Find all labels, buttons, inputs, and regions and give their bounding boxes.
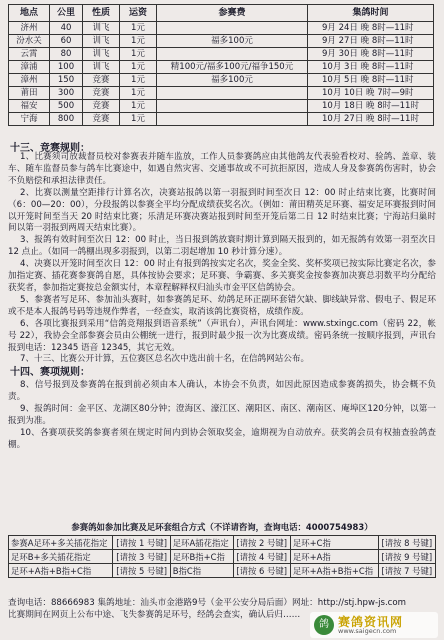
cell-km: 800 <box>50 113 83 126</box>
cell-fare: 1元 <box>120 74 157 87</box>
cell-type: 竞赛 <box>83 74 120 87</box>
combo-key: [请按 8 号键] <box>378 536 435 550</box>
cell-time: 10月 5日 晚 8时—11时 <box>308 74 434 87</box>
cell-fee <box>157 113 308 126</box>
cell-fare: 1元 <box>120 22 157 35</box>
cell-fare: 1元 <box>120 100 157 113</box>
table-header-row <box>9 5 434 22</box>
rule-paragraph: 2、比赛以测量空距排行计算名次，决赛站报鸽以第一羽报到时间至次日 12：00 时止结束比赛，比赛时间（6：00—20：00），分段报鸽以参赛全平均分配成绩获奖名次。（例如：莆田精英足环赛、福安足环赛报到时间以开笼时间至当天 20 时结束比赛；乐清足环赛决赛站报到时间至开笼后第二日 12 时结束比赛；宁海站归巢时间以第一羽报到两周天结束比赛）。 <box>8 187 436 234</box>
watermark-name: 赛鸽资讯网 <box>338 615 404 629</box>
rule-paragraph: 3、报鸽有效时间至次日 12：00 时止，当日报到鸽放寰时期计算到隔天报到的，如无报鸽有效第一羽至次日 12 点止。（如同一鸽棚出现多羽报到，以第二羽起增加 10 秒计算分速）。 <box>8 235 436 258</box>
ring-combination-title: 参赛鸽如参加比赛及足环套组合方式（不详请咨询，查询电话：4000754983） <box>71 522 373 532</box>
cell-place: 宁海 <box>9 113 50 126</box>
cell-time: 10月 18日 晚 8时—11时 <box>308 100 434 113</box>
combo-label: 参赛A足环+多关插花指定 <box>9 536 113 550</box>
cell-place: 福安 <box>9 100 50 113</box>
header-km: 公里 <box>50 5 83 22</box>
table-row <box>9 48 434 61</box>
cell-fare: 1元 <box>120 87 157 100</box>
table-row <box>9 22 434 35</box>
cell-type: 竞赛 <box>83 100 120 113</box>
cell-place: 汾水关 <box>9 35 50 48</box>
cell-km: 40 <box>50 22 83 35</box>
cell-km: 500 <box>50 100 83 113</box>
race-schedule-table <box>8 4 434 126</box>
table-row <box>9 74 434 87</box>
cell-fee: 精100元/福多100元/福争150元 <box>157 61 308 74</box>
table-row <box>9 87 434 100</box>
table-row <box>9 113 434 126</box>
cell-type: 训飞 <box>83 35 120 48</box>
cell-type: 竞赛 <box>83 87 120 100</box>
rule-paragraph: 10、各赛项获奖鸽参赛者须在规定时间内到协会领取奖金，逾期视为自动放弃。获奖鸽会员有权抽查验鸽查棚。 <box>8 427 436 450</box>
cell-fee: 福多100元 <box>157 35 308 48</box>
cell-fee <box>157 87 308 100</box>
cell-type: 训飞 <box>83 61 120 74</box>
cell-time: 10月 27日 晚 8时—11时 <box>308 113 434 126</box>
combo-key: [请按 3 号键] <box>113 550 170 564</box>
cell-time: 9月 27日 晚 8时—11时 <box>308 35 434 48</box>
cell-type: 训飞 <box>83 22 120 35</box>
combo-key: [请按 7 号键] <box>378 564 435 578</box>
cell-place: 云霄 <box>9 48 50 61</box>
contact-line: 查询电话：88666983 集鸽地址：汕头市金港路9号（金平公安分局后面）网址：http://stj.hpw-js.com <box>8 598 407 608</box>
cell-km: 60 <box>50 35 83 48</box>
rule-paragraph: 5、参赛者写足环、参加汕头赛时，如参赛鸽足环、幼鸽足环正副环套错欠缺、脚线缺异常、假电子、假足环或不是本人报鸽号码等违规作弊者，一经查实，取消该鸽比赛资格，成绩作废。 <box>8 294 436 317</box>
combo-key: [请按 9 号键] <box>378 550 435 564</box>
header-type: 性质 <box>83 5 120 22</box>
cell-fee <box>157 22 308 35</box>
table-row <box>9 35 434 48</box>
cell-fare: 1元 <box>120 113 157 126</box>
table-row <box>9 564 436 578</box>
table-row <box>9 100 434 113</box>
combo-label: 足环+A指+B指+C指 <box>290 564 378 578</box>
cell-place: 济州 <box>9 22 50 35</box>
rule-paragraph: 1、比赛须司放裁督员校对参赛表并随车监放，工作人员参赛鸽应由其他鸽友代表验看校对、验鸽、盖章、装车、随车监督员参与鸽车比赛途中，如遇自然灾害、交通事故或不可抗拒原因，造成人身及参赛鸽伤害时，协会不负赔偿和承担法律责任。 <box>8 152 436 186</box>
cell-km: 100 <box>50 61 83 74</box>
cell-fare: 1元 <box>120 61 157 74</box>
combo-label: 足环+C指 <box>290 536 378 550</box>
combo-label: 足环A插花指定 <box>170 536 233 550</box>
table-row <box>9 550 436 564</box>
table-row <box>9 536 436 550</box>
site-watermark <box>310 612 438 638</box>
rule-paragraph: 8、信号报到及参赛鸽在报到前必须由本人确认，本协会不负责，如因此原因造成参赛鸽损失，协会概不负责。 <box>8 380 436 403</box>
combo-key: [请按 5 号键] <box>113 564 170 578</box>
combo-label: 足环B+多关插花指定 <box>9 550 113 564</box>
section-13-heading: 十三、竞赛规则： <box>10 143 90 154</box>
notice-line: 比赛期间在网页上公布中途、飞失参赛鸽足环号，经鸽会查实，确认后归…… <box>8 610 301 620</box>
cell-fee <box>157 48 308 61</box>
combo-key: [请按 4 号键] <box>233 550 290 564</box>
cell-time: 9月 24日 晚 8时—11时 <box>308 22 434 35</box>
combo-label: 足环+A指+B指+C指 <box>9 564 113 578</box>
cell-place: 莆田 <box>9 87 50 100</box>
table-row <box>9 61 434 74</box>
combo-label: 足环+A指 <box>290 550 378 564</box>
cell-time: 10月 3日 晚 8时—11时 <box>308 61 434 74</box>
ring-combination-table <box>8 535 436 578</box>
header-place: 地点 <box>9 5 50 22</box>
cell-km: 80 <box>50 48 83 61</box>
combo-label: B指C指 <box>170 564 233 578</box>
cell-time: 9月 30日 晚 8时—11时 <box>308 48 434 61</box>
rule-paragraph: 7、十三、比赛公开计算，五位赛区总名次中选出前十名，在信鸽网站公布。 <box>20 354 310 365</box>
combo-key: [请按 1 号键] <box>113 536 170 550</box>
rules-body <box>8 152 436 452</box>
cell-km: 150 <box>50 74 83 87</box>
combo-label: 足环B指+C指 <box>170 550 233 564</box>
pigeon-logo-icon: 鸽 <box>314 615 334 635</box>
cell-place: 漳浦 <box>9 61 50 74</box>
cell-place: 漳州 <box>9 74 50 87</box>
rule-paragraph: 6、各项比赛报到采用“信鸽竞翔报到语音系统”（声讯台），声讯台网址：www.stxingc.com（密码 22，帐号 22），我协会全部参赛会员由公棚统一进行，报到时最少报一次为比赛成绩。密码条统一按顺序报到，声讯台报到电话：12345 语音 12345，其它无效。 <box>8 318 436 353</box>
cell-time: 10月 10日 晚 7时—9时 <box>308 87 434 100</box>
cell-fare: 1元 <box>120 35 157 48</box>
cell-type: 竞赛 <box>83 113 120 126</box>
rule-paragraph: 4、决赛以开笼时间至次日 12：00 时止有报到鸽按实定名次，奖金全奖、奖杯奖项已按实际比赛定名次，参加指定赛、插花赛参赛鸽自愿，具体按协会要求；足环赛、争霸赛、多关赛奖金按参赛加决赛总羽数平均分配给获奖者，参加指定赛按总金额实付，本章程解释权归汕头市金平区信鸽协会。 <box>8 259 436 293</box>
ring-combination-section <box>8 521 436 578</box>
header-fee: 参赛费 <box>157 5 308 22</box>
combo-key: [请按 2 号键] <box>233 536 290 550</box>
cell-fee: 福多100元 <box>157 74 308 87</box>
header-time: 集鸽时间 <box>308 5 434 22</box>
cell-fare: 1元 <box>120 48 157 61</box>
section-14-heading: 十四、赛项规则： <box>10 367 90 379</box>
combo-key: [请按 6 号键] <box>233 564 290 578</box>
cell-km: 300 <box>50 87 83 100</box>
cell-type: 训飞 <box>83 48 120 61</box>
cell-fee <box>157 100 308 113</box>
rule-paragraph: 9、报鸽时间：金平区、龙湖区80分钟；澄海区、濠江区、潮阳区、南区、潮南区、庵埠区120分钟，以第一报到为准。 <box>8 404 436 426</box>
header-fare: 运资 <box>120 5 157 22</box>
watermark-url: www.saigecn.com <box>338 627 397 635</box>
